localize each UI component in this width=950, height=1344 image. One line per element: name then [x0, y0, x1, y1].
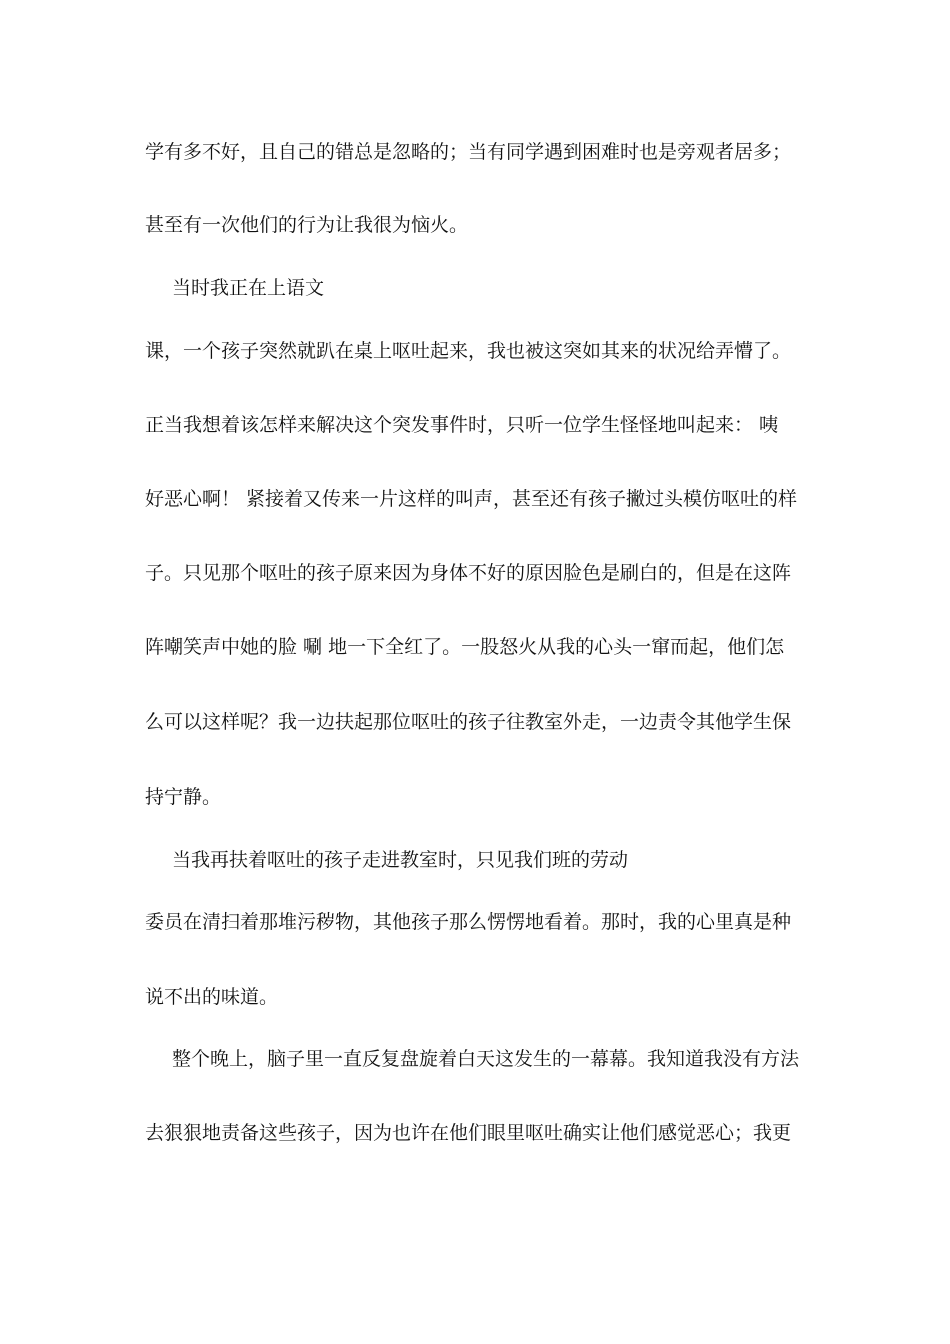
text-line: 去狠狠地责备这些孩子，因为也许在他们眼里呕吐确实让他们感觉恶心；我更 — [145, 1122, 792, 1144]
text-line: 委员在清扫着那堆污秽物，其他孩子那么愣愣地看着。那时，我的心里真是种 — [145, 911, 792, 933]
text-line: 正当我想着该怎样来解决这个突发事件时，只听一位学生怪怪地叫起来： 咦 — [145, 414, 779, 436]
text-line: 甚至有一次他们的行为让我很为恼火。 — [145, 214, 469, 236]
text-line: 持宁静。 — [145, 786, 222, 808]
paragraph-start-line: 当我再扶着呕吐的孩子走进教室时，只见我们班的劳动 — [172, 849, 629, 871]
paragraph-start-line: 当时我正在上语文 — [172, 277, 325, 299]
text-line: 阵嘲笑声中她的脸 唰 地一下全红了。一股怒火从我的心头一窜而起，他们怎 — [145, 636, 785, 658]
text-line: 好恶心啊！ 紧接着又传来一片这样的叫声，甚至还有孩子撇过头模仿呕吐的样 — [145, 488, 798, 510]
paragraph-start-line: 整个晚上，脑子里一直反复盘旋着白天这发生的一幕幕。我知道我没有方法 — [172, 1048, 800, 1070]
text-line: 课，一个孩子突然就趴在桌上呕吐起来，我也被这突如其来的状况给弄懵了。 — [145, 340, 792, 362]
text-line: 子。只见那个呕吐的孩子原来因为身体不好的原因脸色是刷白的，但是在这阵 — [145, 562, 792, 584]
text-line: 说不出的味道。 — [145, 986, 279, 1008]
text-line: 学有多不好，且自己的错总是忽略的；当有同学遇到困难时也是旁观者居多； — [145, 141, 792, 163]
text-line: 么可以这样呢？我一边扶起那位呕吐的孩子往教室外走，一边责令其他学生保 — [145, 711, 792, 733]
